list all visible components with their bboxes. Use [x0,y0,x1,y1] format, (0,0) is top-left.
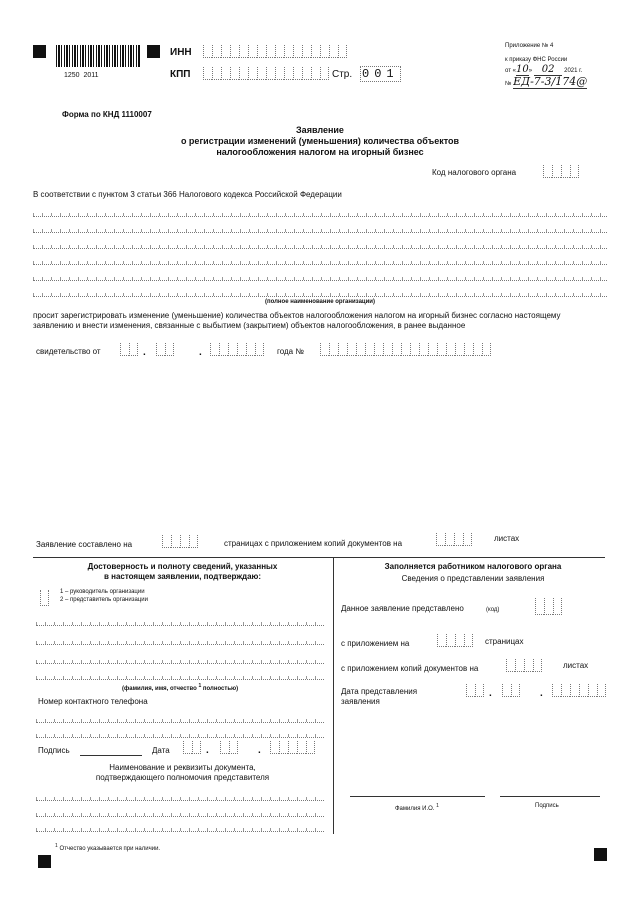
corner-marker-top-left [33,45,46,58]
cert-month-cells[interactable] [156,343,174,356]
appendix-day: 10 [515,64,529,75]
attachment-label: с приложением на [341,639,410,648]
fio-row-2[interactable] [36,631,324,645]
doc-row-2[interactable] [36,803,324,817]
submission-date-label: Дата представления заявления [341,687,418,706]
section-divider-horizontal [33,557,605,558]
cert-from-label: свидетельство от [36,347,101,356]
cert-number-cells[interactable] [320,343,491,356]
submitted-code-cells[interactable] [535,598,562,615]
cert-date-dot-1: . [143,347,146,358]
org-name-row-1[interactable] [33,203,607,217]
org-name-row-6[interactable] [33,283,607,297]
copies-label: с приложением копий документов на [341,664,479,673]
footnote: $^1$ Отчество указывается при наличии. [55,843,161,852]
composed-pages-cells[interactable] [162,535,198,548]
left-heading: Достоверность и полноту сведений, указанных в настоящем заявлении, подтверждаю: [87,562,278,581]
cert-day-cells[interactable] [120,343,138,356]
copies-sheets-label: листах [563,661,589,670]
doc-heading: Наименование и реквизиты документа, подтверждающего полномочия представителя [95,763,270,782]
appendix-number: № ЕД-7-3/174@ [505,75,588,88]
pages-with-copies-label: страницах с приложением копий документов на [224,539,403,548]
barcode [56,45,140,67]
signer-option-1: 1 – руководитель организации [60,589,145,595]
worker-fio-line[interactable] [350,796,485,797]
right-heading: Заполняется работником налогового органа [384,562,562,571]
sign-day-cells[interactable] [183,741,201,754]
form-title: Заявление о регистрации изменений (уменьшения) количества объектов налогообложения налогом на игорный бизнес [180,125,460,157]
right-subheading: Сведения о представлении заявления [401,574,545,583]
page-label: Стр. [332,69,353,80]
fio-row-1[interactable] [36,612,324,626]
fio-row-3[interactable] [36,650,324,664]
appendix-line1: Приложение № 4 [505,43,554,49]
tax-code-cells[interactable] [543,165,579,178]
form-knd: Форма по КНД 1110007 [62,110,152,119]
submission-date-dot-1: . [489,688,492,699]
phone-row-1[interactable] [36,709,324,723]
year-no-label: года № [277,347,304,356]
basis-text: В соответствии с пунктом 3 статьи 366 Налогового кодекса Российской Федерации [33,190,342,199]
attachment-pages-cells[interactable] [437,634,473,647]
org-name-caption: (полное наименование организации) [264,299,375,305]
corner-marker-bottom-left [38,855,51,868]
attachment-pages-label: страницах [485,637,524,646]
copies-cells[interactable] [506,659,542,672]
signature-line[interactable] [80,755,142,756]
org-name-row-2[interactable] [33,219,607,233]
doc-row-3[interactable] [36,818,324,832]
signature-label: Подпись [38,746,70,755]
signer-option-2: 2 – представитель организации [60,597,148,603]
sign-date-label: Дата [152,746,170,755]
inn-label: ИНН [170,47,192,58]
doc-row-1[interactable] [36,787,324,801]
sign-date-dot-1: . [206,745,209,756]
appendix-month: 02 [534,64,563,76]
submitted-label: Данное заявление представлено [341,604,464,613]
tax-code-label: Код налогового органа [432,168,517,177]
submission-month-cells[interactable] [502,684,520,697]
submission-day-cells[interactable] [466,684,484,697]
sheets-label: листах [494,534,520,543]
worker-sign-label: Подпись [535,803,559,809]
composed-label: Заявление составлено на [36,540,133,549]
cert-year-cells[interactable] [210,343,264,356]
corner-marker-bottom-right [594,848,607,861]
signer-type-cell[interactable] [40,590,49,606]
corner-marker-top-mid [147,45,160,58]
cert-date-dot-2: . [199,347,202,358]
appendix-date: от «10» 02 2021 г. [505,64,583,75]
fio-row-4[interactable] [36,666,324,680]
org-name-row-5[interactable] [33,267,607,281]
submission-year-cells[interactable] [552,684,606,697]
fio-caption: (фамилия, имя, отчество $^1$ полностью) [122,683,239,692]
org-name-row-3[interactable] [33,235,607,249]
section-divider-vertical [333,557,334,834]
sign-year-cells[interactable] [270,741,315,754]
page-number: 001 [362,67,399,81]
submission-date-dot-2: . [540,688,543,699]
barcode-number: 1250 2011 [64,72,99,79]
copies-sheets-cells[interactable] [436,533,472,546]
sign-date-dot-2: . [258,745,261,756]
worker-sign-line[interactable] [500,796,600,797]
worker-fio-label: Фамилия И.О. $^1$ [395,803,439,812]
submitted-code-label: (код) [486,607,500,613]
kpp-cells[interactable] [203,67,329,80]
org-name-row-4[interactable] [33,251,607,265]
kpp-label: КПП [170,69,191,80]
inn-cells[interactable] [203,45,347,58]
sign-month-cells[interactable] [220,741,238,754]
phone-row-2[interactable] [36,724,324,738]
phone-label: Номер контактного телефона [38,697,148,706]
appendix-line2: к приказу ФНС России [505,57,568,63]
request-text: просит зарегистрировать изменение (уменьшение) количества объектов налогообложения налогом на игорный бизнес согласно настоящему заявлению и внести изменения, связанные с выбытием (закрытием) объектов налогообложения, в ранее выданное [33,311,561,330]
